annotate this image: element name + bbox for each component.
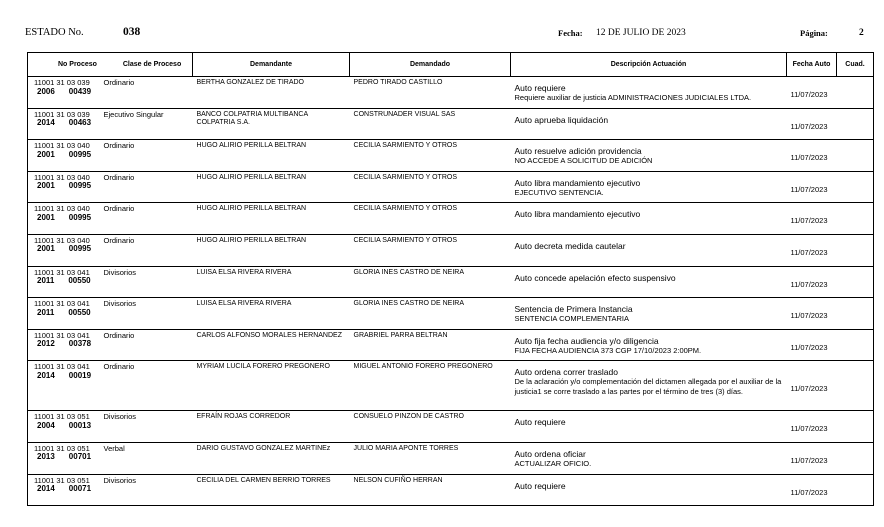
proceso-year: 2013 — [37, 452, 55, 462]
descripcion-detail: Requiere auxiliar de justicia ADMINISTRACIONES JUDICIALES LTDA. — [514, 93, 752, 102]
demandado-cell: CECILIA SARMIENTO Y OTROS — [350, 140, 511, 172]
descripcion-cell — [511, 234, 787, 266]
clase-cell: Divisorios — [103, 266, 193, 298]
proceso-number — [34, 214, 101, 223]
clase-cell: Verbal — [103, 442, 193, 474]
descripcion-title: Auto requiere — [514, 83, 566, 93]
proceso-num: 00995 — [68, 212, 92, 222]
proceso-number — [34, 340, 101, 349]
proceso-code: 11001 31 03 040 — [34, 172, 90, 182]
proceso-cell — [28, 411, 103, 443]
descripcion-detail: ACTUALIZAR OFICIO. — [514, 458, 592, 468]
descripcion-cell — [511, 140, 787, 172]
cuad-cell — [837, 266, 874, 298]
demandado-cell: PEDRO TIRADO CASTILLO — [350, 77, 511, 109]
proceso-num: 00378 — [68, 339, 92, 349]
proceso-num: 00550 — [68, 276, 91, 286]
proceso-number — [34, 422, 101, 431]
demandante-cell: CECILIA DEL CARMEN BERRIO TORRES — [193, 474, 350, 506]
proceso-code: 11001 31 03 041 — [34, 299, 90, 309]
fecha-auto-cell: 11/07/2023 — [787, 140, 837, 172]
proceso-num: 00013 — [68, 420, 92, 430]
cuad-cell — [837, 234, 874, 266]
proceso-cell — [28, 171, 103, 203]
descripcion-cell — [511, 442, 787, 474]
proceso-number — [34, 277, 101, 286]
proceso-year: 2014 — [37, 118, 55, 128]
fecha-auto-cell: 11/07/2023 — [787, 203, 837, 235]
estado-table — [27, 52, 874, 506]
descripcion-detail: NO ACCEDE A SOLICITUD DE ADICIÓN — [514, 156, 653, 166]
table-header-row — [28, 53, 874, 77]
proceso-year: 2012 — [37, 339, 55, 349]
descripcion-cell — [511, 203, 787, 235]
estado-number: 038 — [123, 26, 141, 38]
cuad-cell — [837, 474, 874, 506]
fecha-auto-cell: 11/07/2023 — [787, 266, 837, 298]
col-proceso-label: No Proceso — [58, 61, 97, 68]
estado-label: ESTADO No. — [25, 27, 84, 38]
proceso-number — [34, 151, 101, 160]
fecha-label: Fecha: — [558, 28, 583, 38]
descripcion-cell — [511, 411, 787, 443]
proceso-cell — [28, 140, 103, 172]
page-header — [0, 0, 884, 48]
pagina-label: Página: — [800, 28, 828, 38]
proceso-code: 11001 31 03 041 — [34, 267, 90, 277]
demandante-cell: HUGO ALIRIO PERILLA BELTRAN — [193, 171, 350, 203]
table-row — [28, 234, 874, 266]
demandado-cell: GLORIA INES CASTRO DE NEIRA — [350, 266, 511, 298]
descripcion-title: Auto decreta medida cautelar — [514, 240, 626, 251]
fecha-auto-cell: 11/07/2023 — [787, 474, 837, 506]
table-row — [28, 266, 874, 298]
cuad-cell — [837, 77, 874, 109]
clase-cell: Ejecutivo Singular — [103, 108, 193, 140]
cuad-cell — [837, 140, 874, 172]
demandante-cell: LUISA ELSA RIVERA RIVERA — [193, 266, 350, 298]
col-header-proceso — [28, 53, 193, 77]
col-header-demandante: Demandante — [193, 53, 350, 77]
proceso-year: 2001 — [37, 212, 55, 222]
col-clase-label: Clase de Proceso — [122, 61, 182, 68]
demandado-cell: GLORIA INES CASTRO DE NEIRA — [350, 298, 511, 330]
proceso-cell — [28, 203, 103, 235]
demandado-cell: MIGUEL ANTONIO FORERO PREGONERO — [350, 361, 511, 411]
fecha-auto-cell: 11/07/2023 — [787, 77, 837, 109]
clase-cell: Ordinario — [103, 203, 193, 235]
fecha-auto-cell: 11/07/2023 — [787, 411, 837, 443]
fecha-auto-cell: 11/07/2023 — [787, 234, 837, 266]
table-row — [28, 298, 874, 330]
proceso-year: 2004 — [37, 420, 55, 430]
descripcion-title: Auto ordena correr traslado — [514, 367, 618, 378]
table-row — [28, 442, 874, 474]
descripcion-title: Auto resuelve adición providencia — [514, 146, 642, 157]
proceso-year: 2001 — [37, 181, 55, 191]
descripcion-title: Auto concede apelación efecto suspensivo — [514, 272, 676, 283]
proceso-cell — [28, 266, 103, 298]
descripcion-cell — [511, 266, 787, 298]
proceso-number — [34, 88, 101, 97]
descripcion-title: Auto fija fecha audiencia y/o diligencia — [514, 335, 659, 346]
proceso-year: 2014 — [37, 370, 55, 380]
proceso-cell — [28, 474, 103, 506]
descripcion-title: Sentencia de Primera Instancia — [514, 304, 633, 315]
table-row — [28, 411, 874, 443]
demandante-cell: HUGO ALIRIO PERILLA BELTRAN — [193, 234, 350, 266]
col-header-demandado: Demandado — [350, 53, 511, 77]
proceso-cell — [28, 329, 103, 361]
descripcion-cell — [511, 298, 787, 330]
proceso-code: 11001 31 03 051 — [34, 475, 90, 485]
cuad-cell — [837, 171, 874, 203]
fecha-auto-cell: 11/07/2023 — [787, 108, 837, 140]
demandado-cell: CONSTRUNADER VISUAL SAS — [350, 108, 511, 140]
descripcion-detail: SENTENCIA COMPLEMENTARIA — [514, 314, 629, 324]
proceso-year: 2011 — [37, 307, 55, 317]
clase-cell: Ordinario — [103, 140, 193, 172]
descripcion-title: Auto requiere — [514, 480, 566, 491]
table-row — [28, 203, 874, 235]
cuad-cell — [837, 411, 874, 443]
proceso-code: 11001 31 03 040 — [34, 204, 90, 214]
proceso-number — [34, 182, 101, 191]
descripcion-cell — [511, 171, 787, 203]
clase-cell: Divisorios — [103, 411, 193, 443]
proceso-code: 11001 31 03 040 — [34, 235, 90, 245]
demandado-cell: JULIO MARIA APONTE TORRES — [350, 442, 511, 474]
proceso-num: 00071 — [68, 484, 92, 494]
cuad-cell — [837, 298, 874, 330]
table-row — [28, 474, 874, 506]
descripcion-title: Auto aprueba liquidación — [514, 114, 609, 125]
proceso-num: 00463 — [68, 118, 92, 128]
descripcion-detail: FIJA FECHA AUDIENCIA 373 CGP 17/10/2023 2:00PM. — [514, 345, 702, 355]
descripcion-title: Auto libra mandamiento ejecutivo — [514, 177, 641, 188]
proceso-year: 2001 — [37, 244, 55, 254]
proceso-code: 11001 31 03 040 — [34, 141, 90, 151]
fecha-auto-cell: 11/07/2023 — [787, 361, 837, 411]
proceso-num: 00995 — [68, 149, 92, 159]
col-header-fecha-auto: Fecha Auto — [787, 53, 837, 77]
demandado-cell: GRABRIEL PARRA BELTRAN — [350, 329, 511, 361]
proceso-code: 11001 31 03 039 — [34, 78, 90, 87]
demandante-cell: DARIO GUSTAVO GONZALEZ MARTINEz — [193, 442, 350, 474]
proceso-year: 2006 — [37, 86, 55, 96]
proceso-code: 11001 31 03 051 — [34, 412, 90, 422]
col-header-cuad: Cuad. — [837, 53, 874, 77]
proceso-cell — [28, 298, 103, 330]
table-row — [28, 171, 874, 203]
descripcion-cell — [511, 108, 787, 140]
descripcion-cell — [511, 77, 787, 109]
descripcion-cell — [511, 329, 787, 361]
cuad-cell — [837, 361, 874, 411]
demandante-cell: HUGO ALIRIO PERILLA BELTRAN — [193, 140, 350, 172]
proceso-number — [34, 485, 101, 494]
proceso-number — [34, 372, 101, 381]
demandante-cell: MYRIAM LUCILA FORERO PREGONERO — [193, 361, 350, 411]
descripcion-cell — [511, 361, 787, 411]
proceso-code: 11001 31 03 051 — [34, 443, 90, 453]
proceso-year: 2001 — [37, 149, 55, 159]
table-row — [28, 108, 874, 140]
clase-cell: Ordinario — [103, 77, 193, 109]
proceso-number — [34, 119, 101, 128]
clase-cell: Divisorios — [103, 298, 193, 330]
proceso-cell — [28, 442, 103, 474]
proceso-number — [34, 245, 101, 254]
descripcion-detail: De la aclaración y/o complementación del dictamen allegada por el auxiliar de la justicia1 se corre traslado a las partes por el término de tres (3) días. — [514, 377, 782, 396]
demandante-cell: LUISA ELSA RIVERA RIVERA — [193, 298, 350, 330]
cuad-cell — [837, 329, 874, 361]
demandado-cell: CECILIA SARMIENTO Y OTROS — [350, 171, 511, 203]
fecha-value: 12 DE JULIO DE 2023 — [596, 28, 686, 38]
proceso-code: 11001 31 03 039 — [34, 109, 90, 119]
proceso-cell — [28, 108, 103, 140]
table-row — [28, 361, 874, 411]
demandado-cell: CECILIA SARMIENTO Y OTROS — [350, 203, 511, 235]
proceso-cell — [28, 234, 103, 266]
demandante-cell: BANCO COLPATRIA MULTIBANCA COLPATRIA S.A. — [193, 108, 350, 140]
descripcion-cell — [511, 474, 787, 506]
cuad-cell — [837, 203, 874, 235]
clase-cell: Ordinario — [103, 234, 193, 266]
proceso-num: 00550 — [68, 307, 91, 317]
demandado-cell: CECILIA SARMIENTO Y OTROS — [350, 234, 511, 266]
cuad-cell — [837, 108, 874, 140]
proceso-num: 00439 — [68, 86, 92, 96]
demandante-cell: HUGO ALIRIO PERILLA BELTRAN — [193, 203, 350, 235]
table-row — [28, 77, 874, 109]
proceso-code: 11001 31 03 041 — [34, 362, 90, 372]
clase-cell: Divisorios — [103, 474, 193, 506]
proceso-num: 00995 — [68, 181, 92, 191]
descripcion-detail: EJECUTIVO SENTENCIA. — [514, 187, 604, 197]
demandado-cell: NELSON CUFIÑO HERRAN — [350, 474, 511, 506]
proceso-num: 00995 — [68, 244, 92, 254]
descripcion-title: Auto libra mandamiento ejecutivo — [514, 209, 641, 220]
clase-cell: Ordinario — [103, 361, 193, 411]
pagina-value: 2 — [859, 28, 864, 38]
proceso-code: 11001 31 03 041 — [34, 330, 90, 340]
fecha-auto-cell: 11/07/2023 — [787, 329, 837, 361]
proceso-cell — [28, 361, 103, 411]
cuad-cell — [837, 442, 874, 474]
proceso-number — [34, 453, 101, 462]
clase-cell: Ordinario — [103, 329, 193, 361]
demandante-cell: EFRAÍN ROJAS CORREDOR — [193, 411, 350, 443]
descripcion-title: Auto ordena oficiar — [514, 448, 586, 459]
fecha-auto-cell: 11/07/2023 — [787, 171, 837, 203]
proceso-num: 00019 — [68, 370, 92, 380]
table-row — [28, 329, 874, 361]
demandante-cell: CARLOS ALFONSO MORALES HERNANDEZ — [193, 329, 350, 361]
demandado-cell: CONSUELO PINZON DE CASTRO — [350, 411, 511, 443]
table-row — [28, 140, 874, 172]
fecha-auto-cell: 11/07/2023 — [787, 442, 837, 474]
proceso-cell — [28, 77, 103, 109]
proceso-number — [34, 309, 101, 318]
col-header-descripcion: Descripción Actuación — [511, 53, 787, 77]
descripcion-title: Auto requiere — [514, 417, 566, 428]
proceso-year: 2014 — [37, 484, 55, 494]
proceso-num: 00701 — [68, 452, 92, 462]
clase-cell: Ordinario — [103, 171, 193, 203]
fecha-auto-cell: 11/07/2023 — [787, 298, 837, 330]
demandante-cell: BERTHA GONZALEZ DE TIRADO — [193, 77, 350, 109]
proceso-year: 2011 — [37, 276, 55, 286]
